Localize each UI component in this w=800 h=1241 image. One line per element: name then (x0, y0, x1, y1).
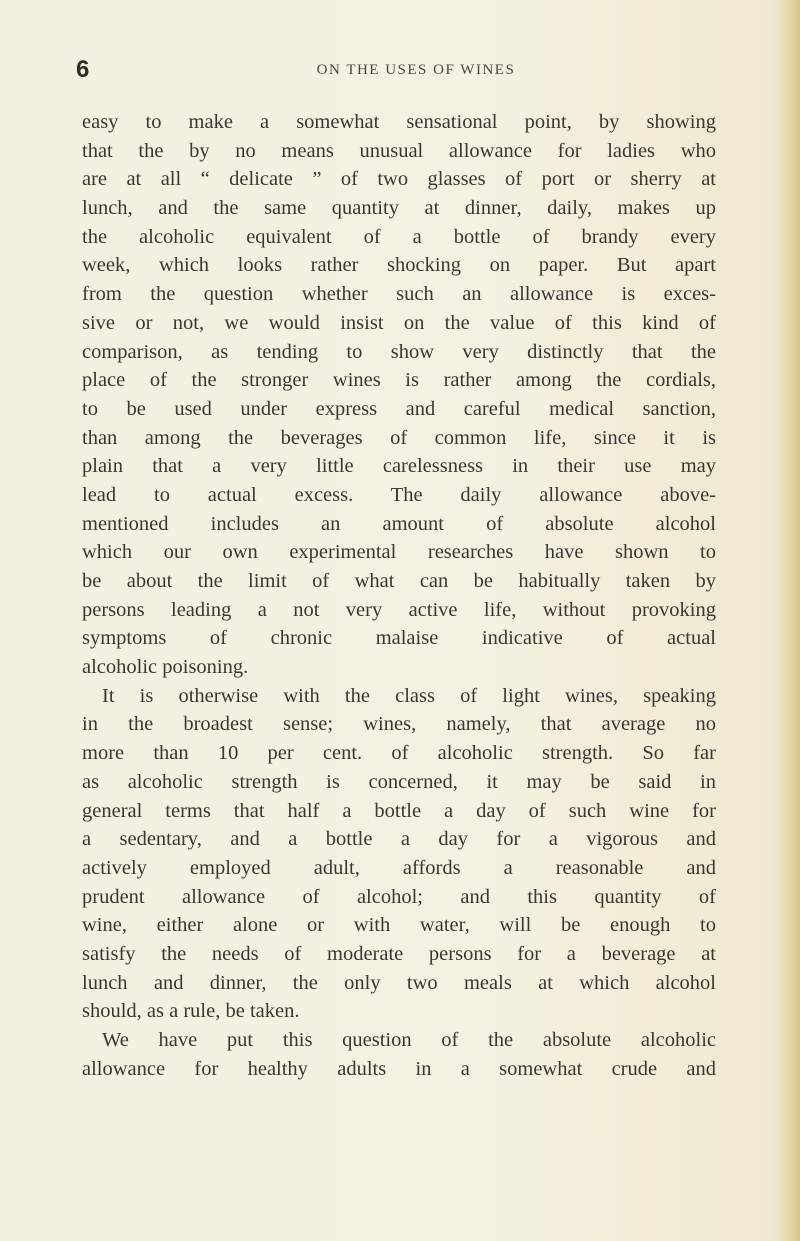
text-line: as alcoholic strength is concerned, it may be said in (82, 770, 716, 793)
text-line: general terms that half a bottle a day of such wine for (82, 799, 716, 822)
text-line: comparison, as tending to show very distinctly that the (82, 340, 716, 363)
text-line: place of the stronger wines is rather among the cordials, (82, 369, 716, 392)
text-line: mentioned includes an amount of absolute alcohol (82, 512, 716, 535)
text-line: lead to actual excess. The daily allowance above- (82, 483, 716, 506)
text-line: a sedentary, and a bottle a day for a vigorous and (82, 828, 716, 851)
text-line: that the by no means unusual allowance for ladies who (82, 139, 716, 162)
page-edge-shadow (778, 0, 800, 1241)
text-line: which our own experimental researches have shown to (82, 541, 716, 564)
text-line: from the question whether such an allowance is exces- (82, 283, 716, 306)
text-line: satisfy the needs of moderate persons for a beverage at (82, 942, 716, 965)
page-number: 6 (76, 56, 90, 83)
text-line: symptoms of chronic malaise indicative of actual (82, 627, 716, 650)
text-line: week, which looks rather shocking on paper. But apart (82, 254, 716, 277)
text-line: easy to make a somewhat sensational point, by showing (82, 111, 716, 133)
text-line: should, as a rule, be taken. (82, 1000, 300, 1023)
text-line: actively employed adult, affords a reasonable and (82, 856, 716, 879)
text-line: than among the beverages of common life, since it is (82, 426, 716, 449)
text-line: be about the limit of what can be habitually taken by (82, 570, 716, 592)
running-head: ON THE USES OF WINES (316, 62, 516, 78)
text-line: in the broadest sense; wines, namely, that average no (82, 713, 716, 736)
text-line: lunch, and the same quantity at dinner, daily, makes up (82, 197, 716, 220)
text-line: to be used under express and careful medical sanction, (82, 397, 716, 420)
text-line: lunch and dinner, the only two meals at which alcohol (82, 971, 716, 994)
text-line: more than 10 per cent. of alcoholic strength. So far (82, 742, 716, 765)
page-header (76, 56, 736, 86)
body-text (82, 108, 716, 1083)
text-line: persons leading a not very active life, without provoking (82, 598, 716, 621)
text-line: We have put this question of the absolute alcoholic (102, 1029, 716, 1051)
text-line: allowance for healthy adults in a somewhat crude and (82, 1057, 716, 1080)
text-line: plain that a very little carelessness in their use may (82, 455, 716, 478)
text-line: sive or not, we would insist on the value of this kind of (82, 311, 716, 334)
text-line: the alcoholic equivalent of a bottle of brandy every (82, 225, 716, 248)
text-line: wine, either alone or with water, will be enough to (82, 914, 716, 937)
text-line: are at all “ delicate ” of two glasses of port or sherry at (82, 168, 716, 191)
text-line: It is otherwise with the class of light wines, speaking (102, 684, 716, 707)
text-line: prudent allowance of alcohol; and this quantity of (82, 885, 716, 908)
text-line: alcoholic poisoning. (82, 656, 249, 679)
